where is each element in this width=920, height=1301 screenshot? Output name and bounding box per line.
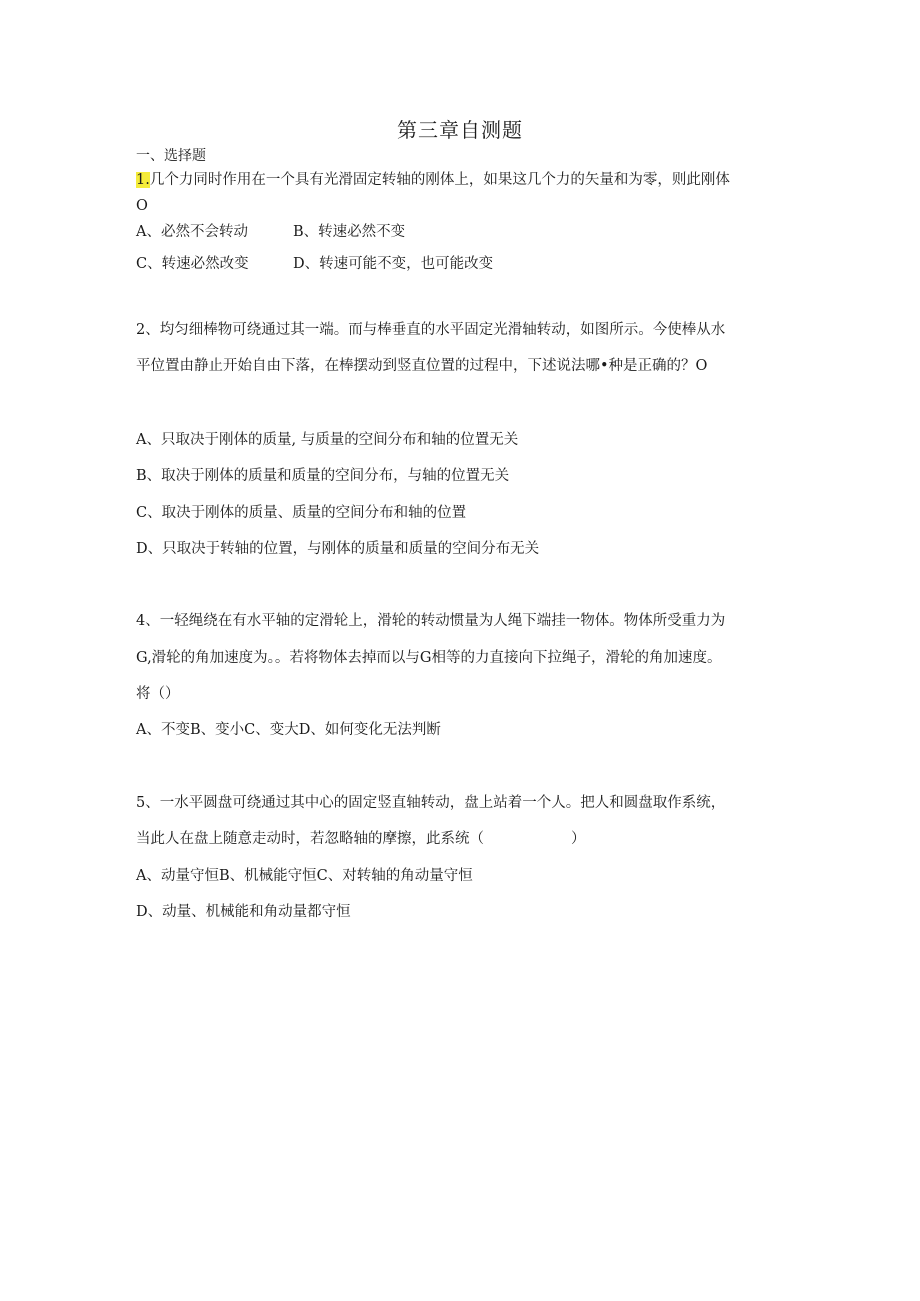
question-3-option-c: C、取决于刚体的质量、质量的空间分布和轴的位置 [136, 505, 467, 521]
question-1-line-2: O [136, 198, 148, 214]
question-5-line-2: 当此人在盘上随意走动时，若忽略轴的摩擦，此系统（ ） [136, 831, 586, 847]
question-2-line-2: 平位置由静止开始自由下落，在棒摆动到竖直位置的过程中，下述说法哪•种是正确的？O [136, 358, 708, 374]
question-4-line-2: G,滑轮的角加速度为。。若将物体去掉而以与G相等的力直接向下拉绳子，滑轮的角加速度。 [136, 650, 722, 666]
question-2-line-1: 2、均匀细棒物可绕通过其一端。而与棒垂直的水平固定光滑轴转动，如图所示。今使棒从水 [136, 322, 726, 338]
question-1-option-c: C、转速必然改变 [136, 256, 249, 272]
question-1-options-cd [136, 254, 493, 274]
question-1-option-a: A、必然不会转动 [136, 224, 248, 240]
question-5-option-d: D、动量、机械能和角动量都守恒 [136, 904, 351, 920]
question-1-text: 几个力同时作用在一个具有光滑固定转轴的刚体上，如果这几个力的矢量和为零，则此刚体 [149, 172, 730, 188]
question-3-option-b: B、取决于刚体的质量和质量的空间分布，与轴的位置无关 [136, 468, 510, 484]
question-1-number: 1. [136, 172, 150, 188]
question-4-line-1: 4、一轻绳绕在有水平轴的定滑轮上，滑轮的转动惯量为人绳下端挂一物体。物体所受重力为 [136, 613, 726, 629]
question-4-options: A、不变B、变小C、变大D、如何变化无法判断 [136, 722, 441, 738]
question-1-line-1 [136, 170, 730, 190]
question-1-option-d: D、转速可能不变，也可能改变 [293, 256, 494, 272]
question-1-option-b: B、转速必然不变 [293, 224, 406, 240]
question-1-options-ab [136, 222, 405, 242]
question-5-options-abc: A、动量守恒B、机械能守恒C、对转轴的角动量守恒 [136, 868, 473, 884]
question-3-option-a: A、只取决于刚体的质量, 与质量的空间分布和轴的位置无关 [136, 432, 519, 448]
question-4-line-3: 将（） [136, 686, 180, 702]
section-heading: 一、选择题 [136, 148, 206, 164]
question-5-line-1: 5、一水平圆盘可绕通过其中心的固定竖直轴转动，盘上站着一个人。把人和圆盘取作系统， [136, 795, 726, 811]
question-3-option-d: D、只取决于转轴的位置，与刚体的质量和质量的空间分布无关 [136, 541, 540, 557]
page-title: 第三章自测题 [397, 118, 523, 142]
